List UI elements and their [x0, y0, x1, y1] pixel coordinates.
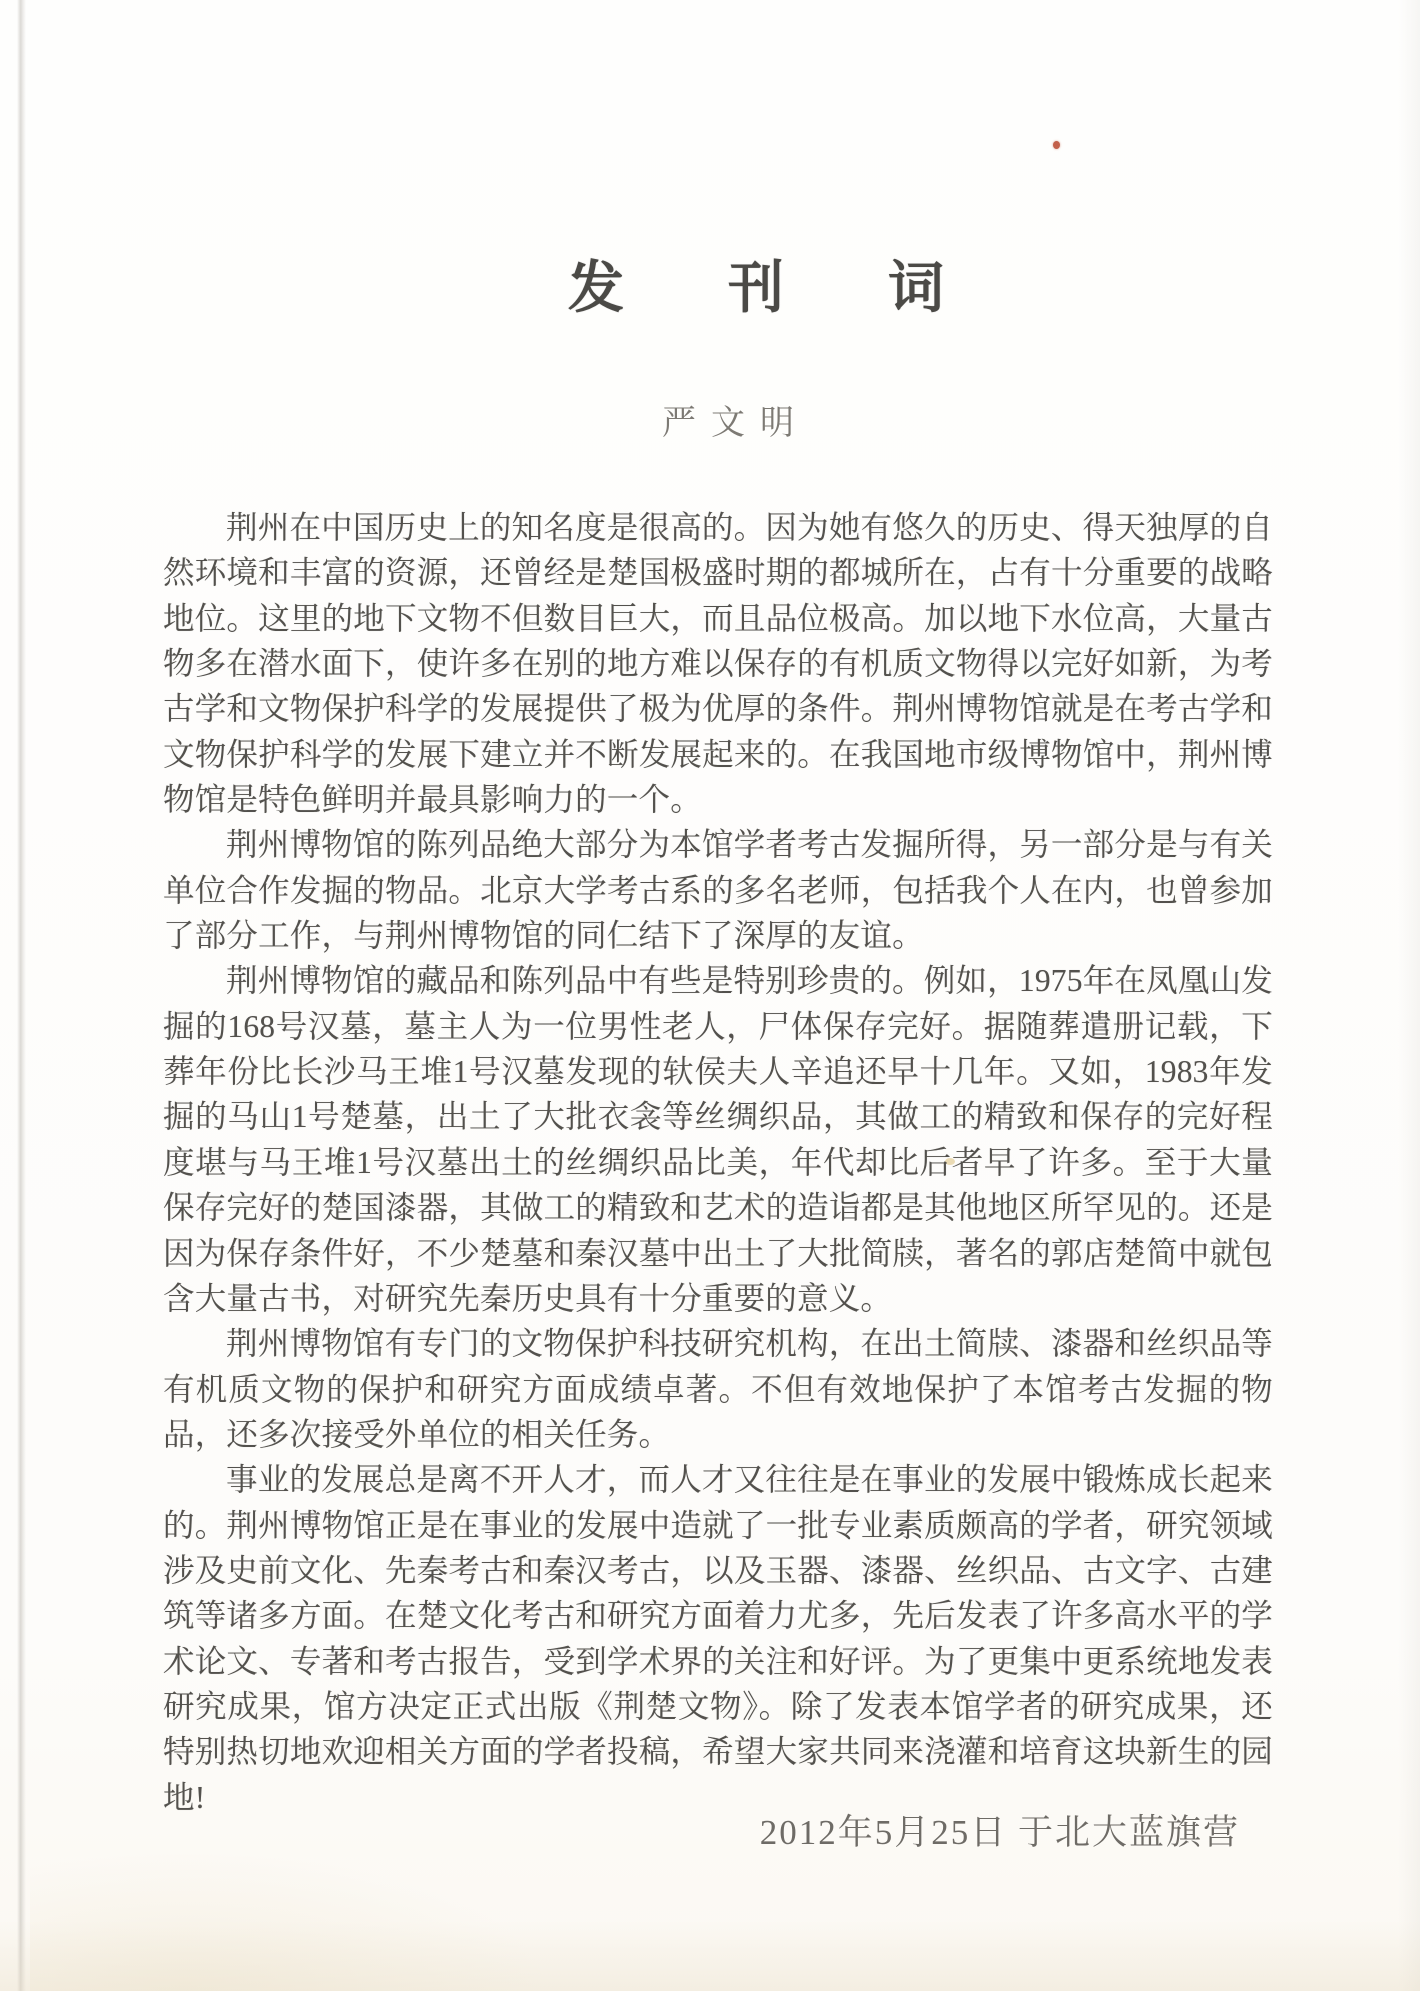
paragraph-3: 荆州博物馆的藏品和陈列品中有些是特别珍贵的。例如，1975年在凤凰山发掘的168号汉墓，墓主人为一位男性老人，尸体保存完好。据随葬遣册记载，下葬年份比长沙马王堆1号汉墓发现的轪侯夫人辛追还早十几年。又如，1983年发掘的马山1号楚墓，出土了大批衣衾等丝绸织品，其做工的精致和保存的完好程度堪与马王堆1号汉墓出土的丝绸织品比美，年代却比后者早了许多。至于大量保存完好的楚国漆器，其做工的精致和艺术的造诣都是其他地区所罕见的。还是因为保存条件好，不少楚墓和秦汉墓中出土了大批简牍，著名的郭店楚简中就包含大量古书，对研究先秦历史具有十分重要的意义。	[163, 963, 1273, 1316]
paragraph-1: 荆州在中国历史上的知名度是很高的。因为她有悠久的历史、得天独厚的自然环境和丰富的资源，还曾经是楚国极盛时期的都城所在，占有十分重要的战略地位。这里的地下文物不但数目巨大，而且品位极高。加以地下水位高，大量古物多在潜水面下，使许多在别的地方难以保存的有机质文物得以完好如新，为考古学和文物保护科学的发展提供了极为优厚的条件。荆州博物馆就是在考古学和文物保护科学的发展下建立并不断发展起来的。在我国地市级博物馆中，荆州博物馆是特色鲜明并最具影响力的一个。	[163, 510, 1273, 818]
paragraph-2: 荆州博物馆的陈列品绝大部分为本馆学者考古发掘所得，另一部分是与有关单位合作发掘的物品。北京大学考古系的多名老师，包括我个人在内，也曾参加了部分工作，与荆州博物馆的同仁结下了深厚的友谊。	[163, 827, 1273, 954]
body-text	[163, 505, 1273, 1820]
paragraph-4: 荆州博物馆有专门的文物保护科技研究机构，在出土简牍、漆器和丝织品等有机质文物的保护和研究方面成绩卓著。不但有效地保护了本馆考古发掘的物品，还多次接受外单位的相关任务。	[163, 1326, 1273, 1452]
page-gutter-shadow	[17, 0, 26, 1991]
paragraph-5: 事业的发展总是离不开人才，而人才又往往是在事业的发展中锻炼成长起来的。荆州博物馆正是在事业的发展中造就了一批专业素质颇高的学者，研究领域涉及史前文化、先秦考古和秦汉考古，以及玉器、漆器、丝织品、古文字、古建筑等诸多方面。在楚文化考古和研究方面着力尤多，先后发表了许多高水平的学术论文、专著和考古报告，受到学术界的关注和好评。为了更集中更系统地发表研究成果，馆方决定正式出版《荆楚文物》。除了发表本馆学者的研究成果，还特别热切地欢迎相关方面的学者投稿，希望大家共同来浇灌和培育这块新生的园地!	[163, 1462, 1273, 1815]
page-title: 发刊词	[568, 257, 1048, 320]
page-right-edge-shadow	[1398, 0, 1420, 1991]
author-name: 严文明	[662, 405, 809, 442]
scan-bottom-shadow	[0, 1921, 1420, 1991]
scan-red-speck	[1053, 141, 1060, 149]
dateline: 2012年5月25日 于北大蓝旗营	[759, 1813, 1240, 1852]
